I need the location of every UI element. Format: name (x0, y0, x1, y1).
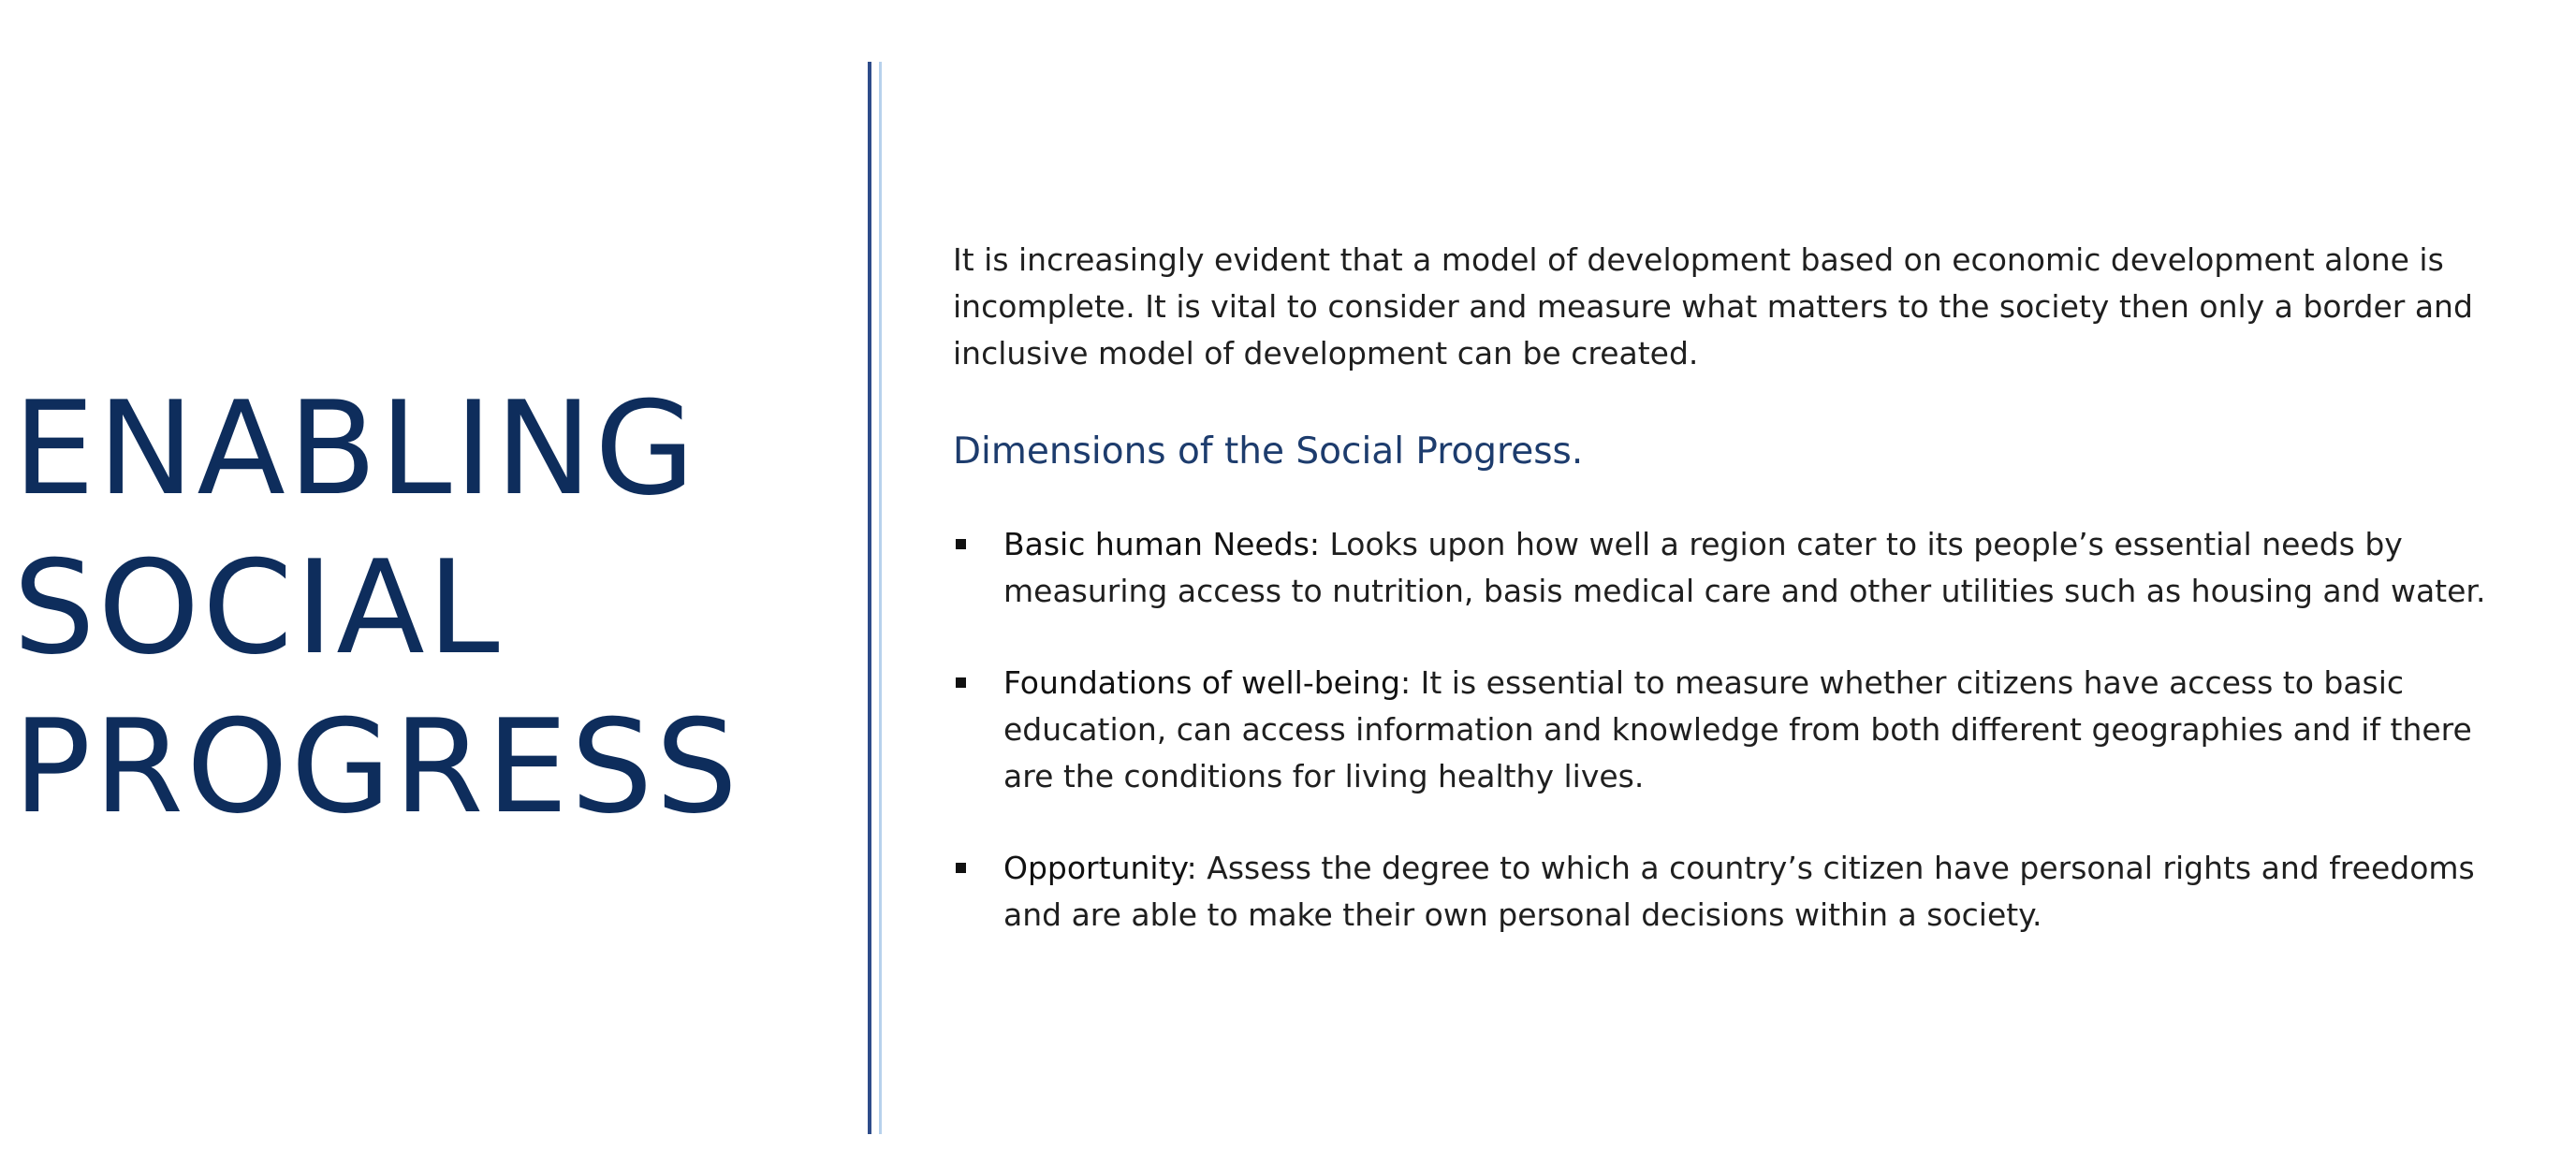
dimensions-heading: Dimensions of the Social Progress. (953, 430, 1584, 473)
vertical-divider-light (879, 62, 882, 1134)
vertical-divider-dark (868, 62, 871, 1134)
title-line-1: ENABLING (13, 373, 698, 524)
square-bullet-icon (956, 677, 966, 688)
bullet-foundations-of-well-being (953, 660, 2488, 800)
bullet-opportunity (953, 845, 2488, 939)
title-line-3: PROGRESS (13, 692, 740, 842)
square-bullet-icon (956, 539, 966, 549)
bullet-text: : It is essential to measure whether citizens have access to basic education, can access information and knowledge from both different geographies and if there are the conditions for living healthy lives. (1003, 664, 2472, 794)
content-panel (953, 237, 2488, 983)
intro-paragraph: It is increasingly evident that a model of development based on economic development alone is incomplete. It is vital to consider and measure what matters to the society then only a border and inclusive model of development can be created. (953, 241, 2473, 371)
bullet-text: Looks upon how well a region cater to its people’s essential needs by measuring access to nutrition, basis medical care and other utilities such as housing and water. (1003, 526, 2486, 609)
bullet-term: Opportunity (1003, 850, 1187, 886)
dimensions-list (953, 521, 2488, 939)
bullet-term: Foundations of well-being (1003, 664, 1401, 701)
square-bullet-icon (956, 863, 966, 873)
title-line-2: SOCIAL (13, 532, 503, 683)
bullet-text: : Assess the degree to which a country’s citizen have personal rights and freedoms and are able to make their own personal decisions within a society. (1003, 850, 2475, 933)
bullet-basic-human-needs (953, 521, 2488, 615)
bullet-term: Basic human Needs: (1003, 526, 1321, 562)
slide-title (13, 370, 740, 847)
